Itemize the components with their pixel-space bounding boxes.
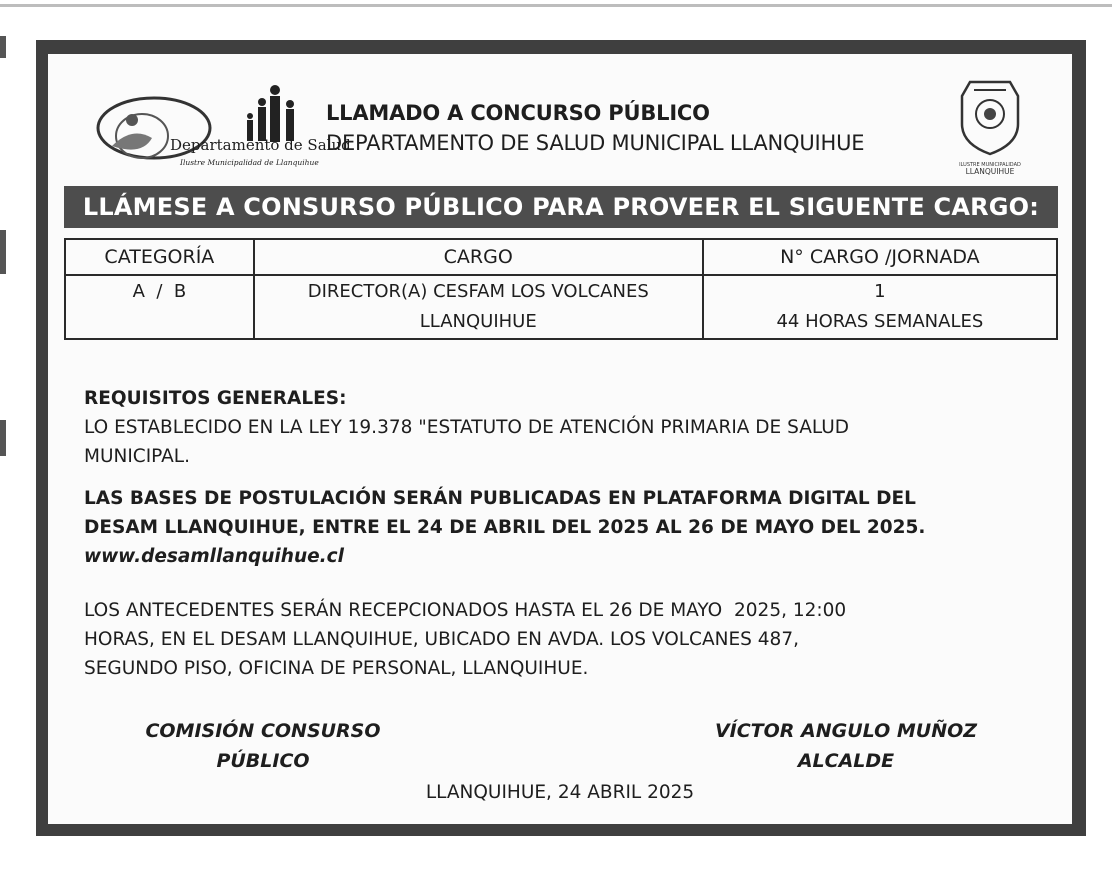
banner: LLÁMESE A CONSURSO PÚBLICO PARA PROVEER EL SIGUENTE CARGO:: [64, 186, 1058, 228]
signature-alcalde: [696, 716, 996, 776]
cargo-table: [64, 238, 1058, 340]
requisitos-title: REQUISITOS GENERALES:: [84, 388, 347, 409]
svg-text:Ilustre Municipalidad de Llanq: Ilustre Municipalidad de Llanquihue: [180, 158, 319, 167]
signature-alcalde-name: VÍCTOR ANGULO MUÑOZ: [714, 720, 978, 742]
cargo-line-2: LLANQUIHUE: [419, 311, 537, 332]
page-top-rule: [0, 4, 1112, 7]
requisitos-line: MUNICIPAL.: [84, 446, 190, 467]
notice-body: [48, 54, 1072, 824]
antecedentes-line: LOS ANTECEDENTES SERÁN RECEPCIONADOS HASTA EL 26 DE MAYO 2025, 12:00: [84, 600, 847, 621]
bases-section: [84, 484, 1044, 571]
notice-frame: [36, 40, 1086, 836]
svg-text:Departamento de Salud: Departamento de Salud: [170, 136, 351, 154]
header-block: [326, 98, 864, 158]
cell-cargo: [254, 275, 703, 339]
requisitos-section: [84, 384, 1044, 471]
cell-ncargo-jornada: [703, 275, 1057, 339]
left-edge-mark: [0, 36, 6, 58]
signature-comision-line1: COMISIÓN CONSURSO: [145, 720, 381, 742]
column-header-categoria: CATEGORÍA: [65, 239, 254, 275]
signature-alcalde-title: ALCALDE: [797, 750, 895, 772]
signature-comision: [128, 716, 398, 776]
departamento-salud-logo: [92, 76, 351, 176]
column-header-ncargo-jornada: N° CARGO /JORNADA: [703, 239, 1057, 275]
cargo-line-1: DIRECTOR(A) CESFAM LOS VOLCANES: [307, 281, 649, 302]
table-header-row: [65, 239, 1057, 275]
signature-comision-line2: PÚBLICO: [216, 750, 310, 772]
svg-text:ILUSTRE MUNICIPALIDAD: ILUSTRE MUNICIPALIDAD: [959, 162, 1021, 168]
table-row: [65, 275, 1057, 339]
antecedentes-line: HORAS, EN EL DESAM LLANQUIHUE, UBICADO EN AVDA. LOS VOLCANES 487,: [84, 629, 799, 650]
header-subtitle: DEPARTAMENTO DE SALUD MUNICIPAL LLANQUIHUE: [326, 131, 865, 155]
antecedentes-section: [84, 596, 1044, 683]
website-link[interactable]: www.desamllanquihue.cl: [84, 546, 344, 567]
requisitos-line: LO ESTABLECIDO EN LA LEY 19.378 "ESTATUTO DE ATENCIÓN PRIMARIA DE SALUD: [84, 417, 850, 438]
cell-categoria: A / B: [65, 275, 254, 339]
municipal-seal-icon: [948, 76, 1032, 176]
place-date: LLANQUIHUE, 24 ABRIL 2025: [425, 782, 695, 803]
jornada-value: 44 HORAS SEMANALES: [776, 311, 984, 332]
left-edge-mark: [0, 230, 6, 274]
ncargo-value: 1: [874, 281, 886, 302]
svg-text:LLANQUIHUE: LLANQUIHUE: [965, 167, 1015, 176]
bases-line: DESAM LLANQUIHUE, ENTRE EL 24 DE ABRIL DEL 2025 AL 26 DE MAYO DEL 2025.: [84, 517, 926, 538]
antecedentes-line: SEGUNDO PISO, OFICINA DE PERSONAL, LLANQUIHUE.: [84, 658, 589, 679]
column-header-cargo: CARGO: [254, 239, 703, 275]
bases-line: LAS BASES DE POSTULACIÓN SERÁN PUBLICADAS EN PLATAFORMA DIGITAL DEL: [84, 488, 916, 509]
left-edge-mark: [0, 420, 6, 456]
header-title: LLAMADO A CONCURSO PÚBLICO: [326, 101, 710, 125]
